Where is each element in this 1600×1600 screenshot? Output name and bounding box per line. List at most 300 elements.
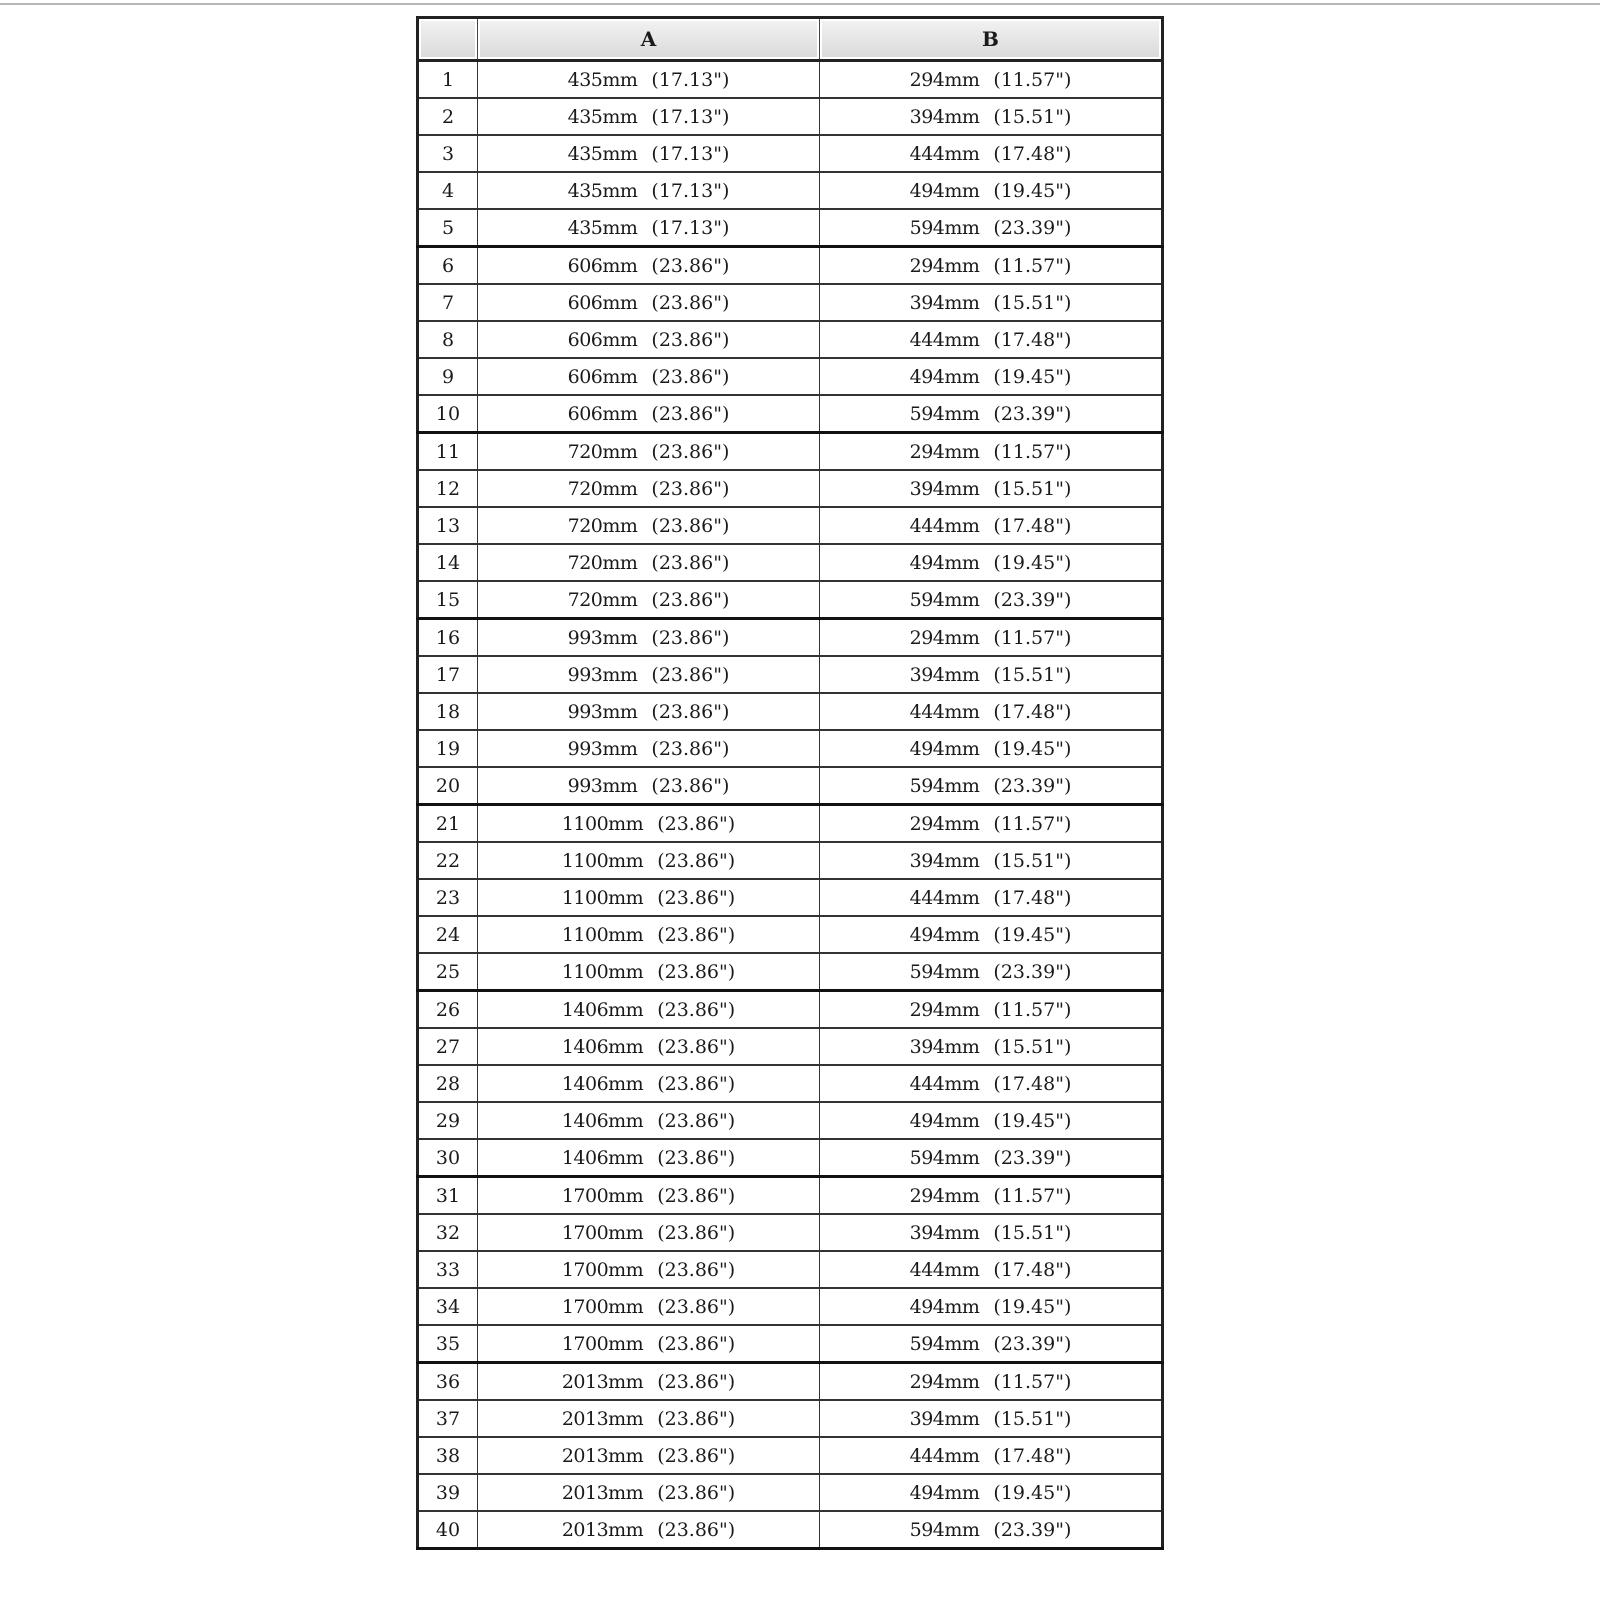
row-number-cell: 34 bbox=[418, 1288, 478, 1325]
value-inches: (23.86") bbox=[657, 960, 736, 983]
value-mm: 394mm bbox=[909, 1035, 980, 1058]
value-mm: 494mm bbox=[909, 551, 980, 574]
row-number-cell: 25 bbox=[418, 953, 478, 991]
table-row bbox=[418, 1325, 1163, 1363]
dimension-cell-b bbox=[820, 395, 1163, 433]
value-inches: (23.86") bbox=[657, 1035, 736, 1058]
value-inches: (23.86") bbox=[657, 849, 736, 872]
value-inches: (23.86") bbox=[651, 514, 730, 537]
table-row bbox=[418, 1437, 1163, 1474]
dimension-cell-a bbox=[478, 1437, 820, 1474]
table-row bbox=[418, 1288, 1163, 1325]
row-number-cell: 36 bbox=[418, 1363, 478, 1401]
value-mm: 1406mm bbox=[561, 1146, 644, 1169]
value-mm: 444mm bbox=[909, 700, 980, 723]
value-mm: 1406mm bbox=[561, 1035, 644, 1058]
value-mm: 606mm bbox=[567, 291, 638, 314]
table-row bbox=[418, 619, 1163, 657]
column-header-a: A bbox=[478, 18, 820, 61]
dimension-cell-a bbox=[478, 656, 820, 693]
table-row bbox=[418, 544, 1163, 581]
value-mm: 594mm bbox=[909, 960, 980, 983]
value-inches: (23.39") bbox=[993, 1518, 1072, 1541]
value-inches: (11.57") bbox=[993, 812, 1072, 835]
dimension-cell-a bbox=[478, 433, 820, 471]
dimension-cell-a bbox=[478, 1214, 820, 1251]
value-mm: 444mm bbox=[909, 328, 980, 351]
dimension-cell-b bbox=[820, 1102, 1163, 1139]
table-row bbox=[418, 916, 1163, 953]
value-mm: 2013mm bbox=[561, 1444, 644, 1467]
value-mm: 494mm bbox=[909, 179, 980, 202]
value-mm: 394mm bbox=[909, 1407, 980, 1430]
dimension-cell-b bbox=[820, 1288, 1163, 1325]
dimension-cell-b bbox=[820, 1400, 1163, 1437]
table-row bbox=[418, 1474, 1163, 1511]
row-number-cell: 23 bbox=[418, 879, 478, 916]
dimension-cell-b bbox=[820, 321, 1163, 358]
dimension-cell-b bbox=[820, 1028, 1163, 1065]
dimension-cell-a bbox=[478, 1325, 820, 1363]
dimension-cell-a bbox=[478, 358, 820, 395]
dimension-cell-b bbox=[820, 172, 1163, 209]
dimension-cell-a bbox=[478, 916, 820, 953]
dimension-cell-a bbox=[478, 581, 820, 619]
value-inches: (11.57") bbox=[993, 1370, 1072, 1393]
value-inches: (11.57") bbox=[993, 998, 1072, 1021]
value-inches: (17.48") bbox=[993, 514, 1072, 537]
dimension-cell-b bbox=[820, 61, 1163, 99]
row-number-cell: 30 bbox=[418, 1139, 478, 1177]
value-mm: 606mm bbox=[567, 365, 638, 388]
dimension-cell-a bbox=[478, 693, 820, 730]
row-number-header bbox=[418, 18, 478, 61]
dimension-cell-b bbox=[820, 1363, 1163, 1401]
value-mm: 993mm bbox=[567, 774, 638, 797]
row-number-cell: 14 bbox=[418, 544, 478, 581]
dimension-cell-b bbox=[820, 1437, 1163, 1474]
value-inches: (17.13") bbox=[651, 68, 730, 91]
value-inches: (15.51") bbox=[993, 1221, 1072, 1244]
dimension-cell-b bbox=[820, 135, 1163, 172]
row-number-cell: 12 bbox=[418, 470, 478, 507]
dimension-cell-b bbox=[820, 209, 1163, 247]
row-number-cell: 24 bbox=[418, 916, 478, 953]
row-number-cell: 13 bbox=[418, 507, 478, 544]
value-mm: 1700mm bbox=[561, 1258, 644, 1281]
value-mm: 494mm bbox=[909, 1109, 980, 1132]
row-number-cell: 40 bbox=[418, 1511, 478, 1549]
dimension-cell-a bbox=[478, 842, 820, 879]
row-number-cell: 28 bbox=[418, 1065, 478, 1102]
value-inches: (23.86") bbox=[651, 477, 730, 500]
value-mm: 1100mm bbox=[561, 886, 644, 909]
dimension-cell-a bbox=[478, 507, 820, 544]
value-inches: (23.86") bbox=[657, 1332, 736, 1355]
row-number-cell: 31 bbox=[418, 1177, 478, 1215]
row-number-cell: 10 bbox=[418, 395, 478, 433]
value-mm: 444mm bbox=[909, 886, 980, 909]
value-inches: (23.86") bbox=[657, 1444, 736, 1467]
value-inches: (23.86") bbox=[651, 254, 730, 277]
table-header bbox=[418, 18, 1163, 61]
value-inches: (15.51") bbox=[993, 291, 1072, 314]
dimension-cell-b bbox=[820, 879, 1163, 916]
dimension-cell-b bbox=[820, 433, 1163, 471]
table-row bbox=[418, 1251, 1163, 1288]
dimension-cell-a bbox=[478, 321, 820, 358]
table-row bbox=[418, 135, 1163, 172]
row-number-cell: 4 bbox=[418, 172, 478, 209]
value-mm: 494mm bbox=[909, 1295, 980, 1318]
value-inches: (11.57") bbox=[993, 68, 1072, 91]
column-header-b: B bbox=[820, 18, 1163, 61]
value-inches: (15.51") bbox=[993, 1407, 1072, 1430]
value-inches: (23.39") bbox=[993, 1332, 1072, 1355]
table-row bbox=[418, 1363, 1163, 1401]
value-inches: (23.86") bbox=[651, 365, 730, 388]
dimension-cell-b bbox=[820, 730, 1163, 767]
value-inches: (23.86") bbox=[651, 626, 730, 649]
value-mm: 394mm bbox=[909, 663, 980, 686]
value-mm: 394mm bbox=[909, 105, 980, 128]
value-mm: 444mm bbox=[909, 142, 980, 165]
table-row bbox=[418, 1139, 1163, 1177]
dimension-cell-b bbox=[820, 507, 1163, 544]
dimension-cell-a bbox=[478, 247, 820, 285]
table-row bbox=[418, 433, 1163, 471]
dimension-cell-a bbox=[478, 1288, 820, 1325]
value-mm: 2013mm bbox=[561, 1407, 644, 1430]
row-number-cell: 17 bbox=[418, 656, 478, 693]
value-mm: 606mm bbox=[567, 402, 638, 425]
table-row bbox=[418, 1400, 1163, 1437]
table-row bbox=[418, 209, 1163, 247]
value-inches: (23.86") bbox=[657, 1146, 736, 1169]
value-mm: 2013mm bbox=[561, 1518, 644, 1541]
row-number-cell: 35 bbox=[418, 1325, 478, 1363]
table-body bbox=[418, 61, 1163, 1549]
value-inches: (11.57") bbox=[993, 626, 1072, 649]
dimension-cell-b bbox=[820, 1251, 1163, 1288]
dimension-cell-a bbox=[478, 1251, 820, 1288]
dimension-table bbox=[416, 16, 1164, 1550]
value-inches: (23.86") bbox=[651, 663, 730, 686]
value-mm: 1700mm bbox=[561, 1221, 644, 1244]
value-inches: (23.86") bbox=[657, 1518, 736, 1541]
dimension-cell-a bbox=[478, 767, 820, 805]
value-inches: (23.86") bbox=[657, 998, 736, 1021]
value-inches: (17.48") bbox=[993, 1072, 1072, 1095]
value-inches: (23.86") bbox=[651, 291, 730, 314]
table-row bbox=[418, 805, 1163, 843]
dimension-cell-b bbox=[820, 991, 1163, 1029]
table-row bbox=[418, 767, 1163, 805]
dimension-cell-b bbox=[820, 1065, 1163, 1102]
value-inches: (17.48") bbox=[993, 142, 1072, 165]
value-mm: 394mm bbox=[909, 291, 980, 314]
value-mm: 1700mm bbox=[561, 1184, 644, 1207]
table-row bbox=[418, 581, 1163, 619]
dimension-cell-a bbox=[478, 172, 820, 209]
value-inches: (19.45") bbox=[993, 179, 1072, 202]
value-mm: 394mm bbox=[909, 849, 980, 872]
value-mm: 494mm bbox=[909, 365, 980, 388]
value-mm: 494mm bbox=[909, 923, 980, 946]
table-row bbox=[418, 247, 1163, 285]
dimension-cell-b bbox=[820, 619, 1163, 657]
row-number-cell: 21 bbox=[418, 805, 478, 843]
dimension-cell-b bbox=[820, 1511, 1163, 1549]
table-row bbox=[418, 358, 1163, 395]
value-inches: (23.39") bbox=[993, 588, 1072, 611]
value-inches: (19.45") bbox=[993, 1109, 1072, 1132]
value-mm: 435mm bbox=[567, 179, 638, 202]
value-mm: 720mm bbox=[567, 588, 638, 611]
dimension-cell-a bbox=[478, 1102, 820, 1139]
dimension-cell-a bbox=[478, 619, 820, 657]
value-inches: (17.48") bbox=[993, 700, 1072, 723]
value-mm: 435mm bbox=[567, 68, 638, 91]
value-inches: (17.48") bbox=[993, 328, 1072, 351]
value-mm: 444mm bbox=[909, 1258, 980, 1281]
value-inches: (23.86") bbox=[657, 1370, 736, 1393]
value-mm: 435mm bbox=[567, 105, 638, 128]
value-inches: (17.13") bbox=[651, 216, 730, 239]
dimension-cell-a bbox=[478, 98, 820, 135]
value-inches: (23.86") bbox=[651, 737, 730, 760]
value-mm: 594mm bbox=[909, 1518, 980, 1541]
dimension-cell-a bbox=[478, 1511, 820, 1549]
value-mm: 1406mm bbox=[561, 1109, 644, 1132]
row-number-cell: 6 bbox=[418, 247, 478, 285]
value-mm: 1100mm bbox=[561, 923, 644, 946]
value-mm: 1700mm bbox=[561, 1332, 644, 1355]
value-inches: (23.86") bbox=[651, 328, 730, 351]
dimension-cell-b bbox=[820, 544, 1163, 581]
dimension-cell-a bbox=[478, 730, 820, 767]
dimension-cell-a bbox=[478, 1474, 820, 1511]
value-inches: (23.39") bbox=[993, 216, 1072, 239]
value-inches: (23.39") bbox=[993, 1146, 1072, 1169]
table-row bbox=[418, 172, 1163, 209]
dimension-cell-b bbox=[820, 98, 1163, 135]
value-inches: (15.51") bbox=[993, 105, 1072, 128]
row-number-cell: 16 bbox=[418, 619, 478, 657]
table-row bbox=[418, 470, 1163, 507]
row-number-cell: 29 bbox=[418, 1102, 478, 1139]
table-row bbox=[418, 842, 1163, 879]
dimension-cell-a bbox=[478, 805, 820, 843]
value-mm: 594mm bbox=[909, 588, 980, 611]
value-mm: 444mm bbox=[909, 1072, 980, 1095]
value-mm: 1700mm bbox=[561, 1295, 644, 1318]
row-number-cell: 1 bbox=[418, 61, 478, 99]
table-row bbox=[418, 1214, 1163, 1251]
value-mm: 720mm bbox=[567, 514, 638, 537]
value-inches: (17.48") bbox=[993, 886, 1072, 909]
dimension-cell-b bbox=[820, 1139, 1163, 1177]
row-number-cell: 18 bbox=[418, 693, 478, 730]
dimension-cell-b bbox=[820, 284, 1163, 321]
value-mm: 435mm bbox=[567, 142, 638, 165]
table-row bbox=[418, 1511, 1163, 1549]
value-mm: 2013mm bbox=[561, 1370, 644, 1393]
dimension-cell-b bbox=[820, 1325, 1163, 1363]
dimension-cell-a bbox=[478, 991, 820, 1029]
value-inches: (19.45") bbox=[993, 737, 1072, 760]
value-inches: (23.86") bbox=[657, 1481, 736, 1504]
value-inches: (23.86") bbox=[657, 1221, 736, 1244]
value-mm: 294mm bbox=[909, 626, 980, 649]
value-inches: (15.51") bbox=[993, 1035, 1072, 1058]
value-inches: (23.86") bbox=[651, 588, 730, 611]
dimension-cell-a bbox=[478, 1065, 820, 1102]
dimension-cell-b bbox=[820, 1177, 1163, 1215]
dimension-cell-b bbox=[820, 693, 1163, 730]
table-row bbox=[418, 321, 1163, 358]
value-inches: (23.86") bbox=[657, 923, 736, 946]
value-mm: 435mm bbox=[567, 216, 638, 239]
row-number-cell: 19 bbox=[418, 730, 478, 767]
value-mm: 1406mm bbox=[561, 998, 644, 1021]
value-inches: (19.45") bbox=[993, 1295, 1072, 1318]
row-number-cell: 22 bbox=[418, 842, 478, 879]
row-number-cell: 37 bbox=[418, 1400, 478, 1437]
dimension-cell-a bbox=[478, 284, 820, 321]
value-mm: 294mm bbox=[909, 440, 980, 463]
value-inches: (23.86") bbox=[657, 812, 736, 835]
value-inches: (17.13") bbox=[651, 142, 730, 165]
row-number-cell: 9 bbox=[418, 358, 478, 395]
table-row bbox=[418, 693, 1163, 730]
value-inches: (23.86") bbox=[657, 1184, 736, 1207]
table-row bbox=[418, 1028, 1163, 1065]
dimension-cell-b bbox=[820, 805, 1163, 843]
value-mm: 993mm bbox=[567, 737, 638, 760]
table-row bbox=[418, 1102, 1163, 1139]
table-row bbox=[418, 991, 1163, 1029]
value-inches: (17.48") bbox=[993, 1258, 1072, 1281]
value-mm: 993mm bbox=[567, 626, 638, 649]
header-row bbox=[418, 18, 1163, 61]
value-mm: 993mm bbox=[567, 700, 638, 723]
row-number-cell: 15 bbox=[418, 581, 478, 619]
table-row bbox=[418, 507, 1163, 544]
value-inches: (15.51") bbox=[993, 849, 1072, 872]
value-mm: 720mm bbox=[567, 551, 638, 574]
value-mm: 444mm bbox=[909, 1444, 980, 1467]
value-mm: 294mm bbox=[909, 1184, 980, 1207]
value-inches: (23.39") bbox=[993, 774, 1072, 797]
dimension-cell-a bbox=[478, 395, 820, 433]
value-inches: (23.86") bbox=[651, 440, 730, 463]
dimension-cell-b bbox=[820, 581, 1163, 619]
value-inches: (17.13") bbox=[651, 179, 730, 202]
table-row bbox=[418, 98, 1163, 135]
value-inches: (23.86") bbox=[651, 774, 730, 797]
value-inches: (23.86") bbox=[657, 1295, 736, 1318]
value-mm: 294mm bbox=[909, 68, 980, 91]
dimension-cell-a bbox=[478, 209, 820, 247]
row-number-cell: 38 bbox=[418, 1437, 478, 1474]
table-row bbox=[418, 879, 1163, 916]
value-inches: (23.86") bbox=[657, 1258, 736, 1281]
row-number-cell: 3 bbox=[418, 135, 478, 172]
value-mm: 594mm bbox=[909, 774, 980, 797]
row-number-cell: 5 bbox=[418, 209, 478, 247]
value-inches: (19.45") bbox=[993, 365, 1072, 388]
value-inches: (11.57") bbox=[993, 254, 1072, 277]
value-mm: 594mm bbox=[909, 216, 980, 239]
value-inches: (15.51") bbox=[993, 663, 1072, 686]
row-number-cell: 32 bbox=[418, 1214, 478, 1251]
value-mm: 594mm bbox=[909, 1332, 980, 1355]
row-number-cell: 39 bbox=[418, 1474, 478, 1511]
value-mm: 294mm bbox=[909, 812, 980, 835]
dimension-cell-a bbox=[478, 544, 820, 581]
table-row bbox=[418, 656, 1163, 693]
value-inches: (23.86") bbox=[657, 1407, 736, 1430]
row-number-cell: 8 bbox=[418, 321, 478, 358]
dimension-cell-b bbox=[820, 1474, 1163, 1511]
value-inches: (23.86") bbox=[651, 700, 730, 723]
table-row bbox=[418, 284, 1163, 321]
dimension-cell-a bbox=[478, 1028, 820, 1065]
value-inches: (11.57") bbox=[993, 1184, 1072, 1207]
dimension-cell-b bbox=[820, 656, 1163, 693]
dimension-cell-b bbox=[820, 358, 1163, 395]
dimension-cell-b bbox=[820, 767, 1163, 805]
value-inches: (17.48") bbox=[993, 1444, 1072, 1467]
value-inches: (23.86") bbox=[651, 551, 730, 574]
value-mm: 2013mm bbox=[561, 1481, 644, 1504]
dimension-cell-a bbox=[478, 953, 820, 991]
value-mm: 1100mm bbox=[561, 812, 644, 835]
dimension-cell-b bbox=[820, 470, 1163, 507]
value-mm: 294mm bbox=[909, 254, 980, 277]
row-number-cell: 7 bbox=[418, 284, 478, 321]
dimension-cell-b bbox=[820, 916, 1163, 953]
value-inches: (15.51") bbox=[993, 477, 1072, 500]
dimension-cell-a bbox=[478, 470, 820, 507]
value-mm: 594mm bbox=[909, 1146, 980, 1169]
value-mm: 594mm bbox=[909, 402, 980, 425]
value-mm: 294mm bbox=[909, 1370, 980, 1393]
dimension-cell-a bbox=[478, 1363, 820, 1401]
row-number-cell: 33 bbox=[418, 1251, 478, 1288]
dimension-cell-b bbox=[820, 953, 1163, 991]
value-mm: 494mm bbox=[909, 737, 980, 760]
value-mm: 720mm bbox=[567, 477, 638, 500]
value-inches: (23.39") bbox=[993, 960, 1072, 983]
table-row bbox=[418, 953, 1163, 991]
dimension-cell-a bbox=[478, 1177, 820, 1215]
row-number-cell: 20 bbox=[418, 767, 478, 805]
table-row bbox=[418, 1177, 1163, 1215]
value-mm: 606mm bbox=[567, 328, 638, 351]
table-row bbox=[418, 1065, 1163, 1102]
value-mm: 394mm bbox=[909, 1221, 980, 1244]
value-inches: (19.45") bbox=[993, 1481, 1072, 1504]
table-row bbox=[418, 395, 1163, 433]
dimension-cell-a bbox=[478, 879, 820, 916]
dimension-cell-b bbox=[820, 247, 1163, 285]
value-inches: (11.57") bbox=[993, 440, 1072, 463]
page-top-divider bbox=[0, 3, 1600, 5]
table-row bbox=[418, 730, 1163, 767]
dimension-cell-b bbox=[820, 1214, 1163, 1251]
